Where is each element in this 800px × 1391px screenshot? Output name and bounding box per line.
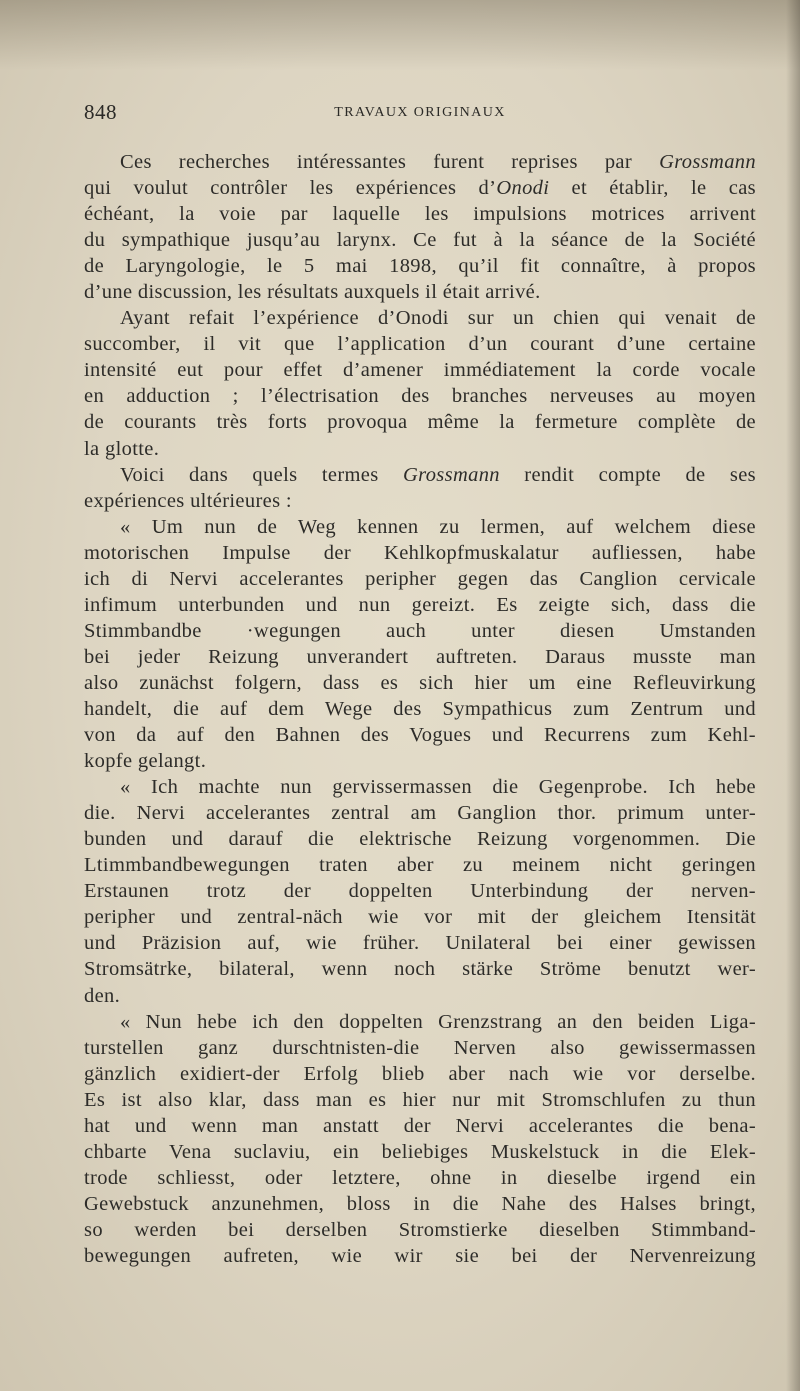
page-number: 848 [84,100,117,124]
text-line [84,566,756,592]
text-run: und Präzision auf, wie früher. Unilateral bei einer gewissen [84,932,756,955]
text-line [84,1165,756,1191]
text-run: Ayant refait l’expérience d’Onodi sur un chien qui venait de [120,307,756,330]
text-run: succomber, il vit que l’application d’un courant d’une certaine [84,333,756,356]
text-run: d’une discussion, les résultats auxquels il était arrivé. [84,281,541,304]
text-line [84,748,756,774]
text-run: Gewebstuck anzunehmen, bloss in die Nahe des Halses bringt, [84,1192,756,1215]
text-line [84,253,756,279]
text-line [84,409,756,435]
text-run: Es ist also klar, dass man es hier nur mit Stromschlufen zu thun [84,1088,756,1111]
text-run: Erstaunen trotz der doppelten Unterbindung der nerven- [84,880,756,903]
text-run: de courants très forts provoqua même la fermeture complète de [84,411,756,434]
text-run: so werden bei derselben Stromstierke dieselben Stimmband- [84,1218,756,1241]
text-run: Stimmbandbe ·wegungen auch unter diesen Umstanden [84,619,756,642]
text-line [84,878,756,904]
page-header [84,100,756,130]
text-line [84,644,756,670]
text-run: expériences ultérieures : [84,489,292,512]
text-line [84,904,756,930]
text-run: infimum unterbunden und nun gereizt. Es zeigte sich, dass die [84,593,756,616]
text-line [84,670,756,696]
text-line [84,149,756,175]
text-line [84,436,756,462]
text-line [84,1009,756,1035]
text-line [84,540,756,566]
text-run: intensité eut pour effet d’amener immédiatement la corde vocale [84,359,756,382]
text-run: Stromsätrke, bilateral, wenn noch stärke Ströme benutzt wer- [84,958,756,981]
text-run: chbarte Vena suclaviu, ein beliebiges Muskelstuck in die Elek- [84,1140,756,1163]
text-line [84,1217,756,1243]
text-line [84,1035,756,1061]
italic-name: Grossmann [659,151,756,173]
text-line [84,1191,756,1217]
text-run: motorischen Impulse der Kehlkopfmuskalatur aufliessen, habe [84,541,756,564]
text-line [84,1139,756,1165]
text-run: bunden und darauf die elektrische Reizung vorgenommen. Die [84,828,756,851]
text-line [84,279,756,305]
text-run: hat und wenn man anstatt der Nervi accelerantes die bena- [84,1114,756,1137]
text-line [84,826,756,852]
text-run: la glotte. [84,437,160,460]
text-run: qui voulut contrôler les expériences d’ [84,177,497,200]
text-run: den. [84,984,121,1007]
italic-name: Grossmann [402,463,500,486]
text-run: Ces recherches intéressantes furent reprises par [120,151,660,173]
text-line [84,305,756,331]
text-line [84,175,756,201]
text-run: de Laryngologie, le 5 mai 1898, qu’il fit connaître, à propos [84,255,756,278]
text-line [84,357,756,383]
text-line [84,852,756,878]
text-run: turstellen ganz durschtnisten-die Nerven also gewissermassen [84,1036,756,1059]
text-run: ich di Nervi accelerantes peripher gegen das Canglion cervicale [84,567,756,590]
text-line [84,618,756,644]
text-line [84,956,756,982]
text-line [84,930,756,956]
text-run: bei jeder Reizung unverandert auftreten. Daraus musste man [84,645,756,668]
text-line [84,1113,756,1139]
text-run: peripher und zentral-näch wie vor mit der gleichem Itensität [84,906,756,929]
text-run: kopfe gelangt. [84,750,207,773]
running-head: TRAVAUX ORIGINAUX [334,105,506,120]
text-line [84,592,756,618]
text-line [84,383,756,409]
text-run: handelt, die auf dem Wege des Sympathicus zum Zentrum und [84,697,756,720]
text-run: « Um nun de Weg kennen zu lermen, auf welchem diese [120,515,756,538]
text-run: gänzlich exidiert-der Erfolg blieb aber nach wie vor derselbe. [84,1062,756,1085]
text-run: die. Nervi accelerantes zentral am Ganglion thor. primum unter- [84,802,756,825]
text-run: also zunächst folgern, dass es sich hier um eine Refleuvirkung [84,671,756,694]
text-run: trode schliesst, oder letztere, ohne in dieselbe irgend ein [84,1166,756,1189]
text-line [84,696,756,722]
text-line [84,1061,756,1087]
text-run: bewegungen aufreten, wie wir sie bei der Nervenreizung [84,1244,756,1267]
text-run: échéant, la voie par laquelle les impulsions motrices arrivent [84,203,756,226]
text-line [84,227,756,253]
text-line [84,983,756,1009]
body-text [84,149,756,1269]
text-line [84,201,756,227]
text-line [84,722,756,748]
text-line [84,1243,756,1269]
text-line [84,800,756,826]
text-run: von da auf den Bahnen des Vogues und Recurrens zum Kehl- [84,724,756,747]
text-run: « Nun hebe ich den doppelten Grenzstrang an den beiden Liga- [120,1010,756,1033]
text-run: « Ich machte nun gervissermassen die Gegenprobe. Ich hebe [120,776,756,799]
text-line [84,488,756,514]
text-run: et établir, le cas [549,177,756,200]
text-line [84,331,756,357]
text-line [84,774,756,800]
text-run: du sympathique jusqu’au larynx. Ce fut à la séance de la Société [84,229,756,252]
text-line [84,514,756,540]
text-run: Ltimmbandbewegungen traten aber zu meinem nicht geringen [84,854,756,877]
text-run: Voici dans quels termes [120,463,403,486]
text-line [84,1087,756,1113]
italic-name: Onodi [496,177,550,200]
text-line [84,462,756,488]
text-run: en adduction ; l’électrisation des branches nerveuses au moyen [84,385,756,408]
text-run: rendit compte de ses [499,463,756,486]
